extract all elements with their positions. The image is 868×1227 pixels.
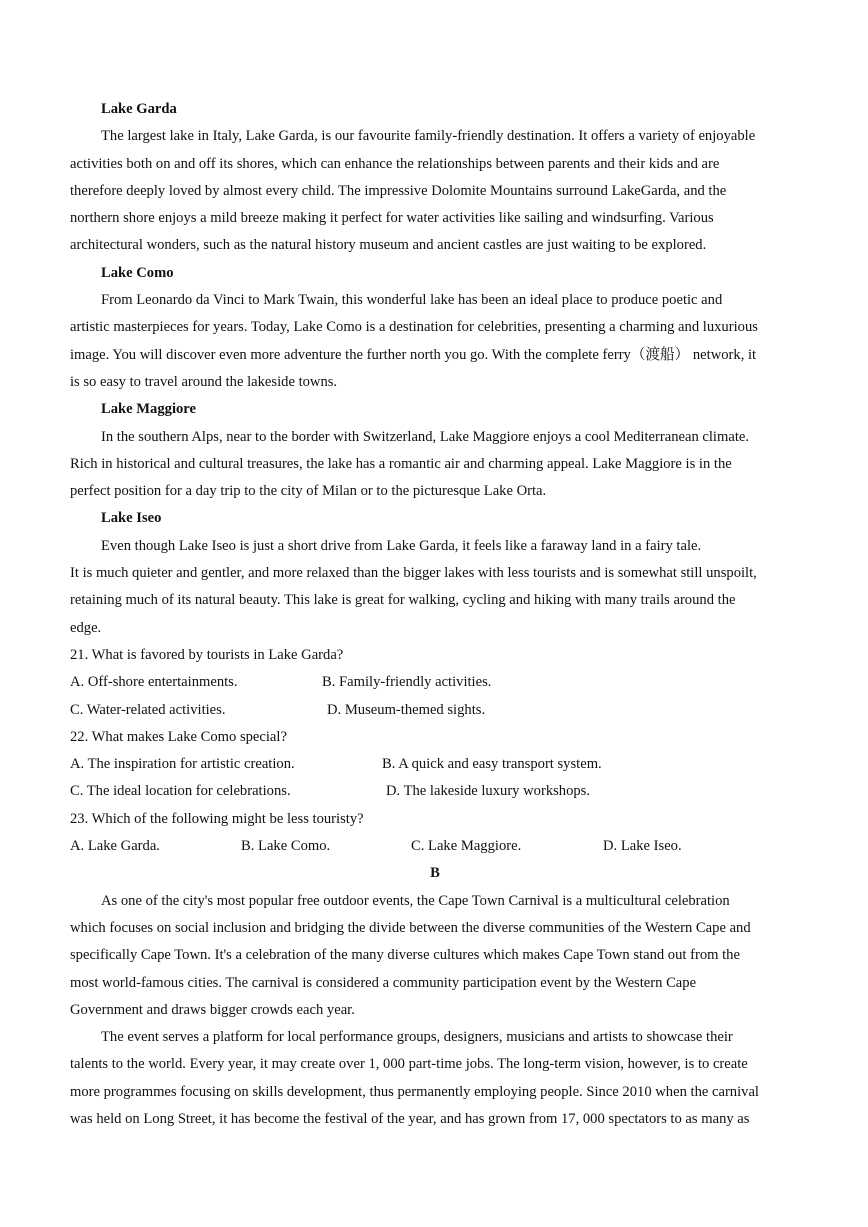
option-row — [70, 833, 800, 860]
paragraph-line: northern shore enjoys a mild breeze making it perfect for water activities like sailing and windsurfing. Various — [70, 210, 714, 227]
option-22-a: A. The inspiration for artistic creation. — [70, 756, 295, 773]
option-21-c: C. Water-related activities. — [70, 701, 226, 718]
option-23-b: B. Lake Como. — [241, 838, 331, 855]
paragraph-line: The event serves a platform for local performance groups, designers, musicians and artists to showcase their — [101, 1029, 733, 1046]
paragraph-line: From Leonardo da Vinci to Mark Twain, this wonderful lake has been an ideal place to produce poetic and — [101, 292, 723, 309]
paragraph-line: The largest lake in Italy, Lake Garda, is our favourite family-friendly destination. It offers a variety of enjoyable — [101, 128, 756, 145]
section-heading-lake-iseo: Lake Iseo — [101, 510, 162, 527]
option-row — [70, 751, 800, 778]
paragraph-line: was held on Long Street, it has become the festival of the year, and has grown from 17, 000 spectators to as many as — [70, 1110, 750, 1127]
paragraph-line: which focuses on social inclusion and bridging the divide between the diverse communities of the Western Cape and — [70, 919, 751, 936]
paragraph-line: talents to the world. Every year, it may create over 1, 000 part-time jobs. The long-term vision, however, is to create — [70, 1056, 748, 1073]
paragraph-line: As one of the city's most popular free outdoor events, the Cape Town Carnival is a multicultural celebration — [101, 892, 730, 909]
document-content — [70, 96, 800, 1133]
option-row — [70, 669, 800, 696]
option-22-c: C. The ideal location for celebrations. — [70, 783, 291, 800]
option-22-b: B. A quick and easy transport system. — [382, 756, 602, 773]
option-21-d: D. Museum-themed sights. — [327, 701, 486, 718]
paragraph-line: It is much quieter and gentler, and more relaxed than the bigger lakes with less tourists and is somewhat still unspoilt, — [70, 565, 757, 582]
paragraph-line: therefore deeply loved by almost every child. The impressive Dolomite Mountains surround LakeGarda, and the — [70, 182, 727, 199]
paragraph-line: specifically Cape Town. It's a celebration of the many diverse cultures which makes Cape Town stand out from the — [70, 947, 740, 964]
option-row — [70, 697, 800, 724]
paragraph-line: more programmes focusing on skills development, thus permanently employing people. Since 2010 when the carnival — [70, 1083, 759, 1100]
paragraph-line: artistic masterpieces for years. Today, Lake Como is a destination for celebrities, presenting a charming and luxurious — [70, 319, 758, 336]
section-heading-lake-garda: Lake Garda — [101, 101, 177, 117]
paragraph-line: image. You will discover even more adventure the further north you go. With the complete ferry（渡船） network, it — [70, 346, 757, 363]
paragraph-line: In the southern Alps, near to the border with Switzerland, Lake Maggiore enjoys a cool Mediterranean climate. — [101, 428, 749, 445]
question-stem-21: 21. What is favored by tourists in Lake Garda? — [70, 646, 344, 663]
paragraph-line: most world-famous cities. The carnival is considered a community participation event by the Western Cape — [70, 974, 697, 991]
section-heading-lake-maggiore: Lake Maggiore — [101, 401, 196, 418]
paragraph-line: architectural wonders, such as the natural history museum and ancient castles are just waiting to be explored. — [70, 237, 707, 254]
paragraph-line: is so easy to travel around the lakeside towns. — [70, 373, 338, 390]
option-22-d: D. The lakeside luxury workshops. — [386, 783, 591, 800]
passage-label: B — [430, 865, 440, 882]
question-stem-23: 23. Which of the following might be less touristy? — [70, 810, 364, 827]
option-21-a: A. Off-shore entertainments. — [70, 674, 238, 691]
option-23-d: D. Lake Iseo. — [603, 838, 682, 855]
paragraph-line: Even though Lake Iseo is just a short drive from Lake Garda, it feels like a faraway land in a fairy tale. — [101, 537, 702, 554]
option-23-c: C. Lake Maggiore. — [411, 838, 522, 855]
option-23-a: A. Lake Garda. — [70, 838, 160, 855]
paragraph-line: edge. — [70, 619, 102, 636]
section-heading-lake-como: Lake Como — [101, 264, 174, 281]
paragraph-line: retaining much of its natural beauty. This lake is great for walking, cycling and hiking with many trails around the — [70, 592, 736, 609]
question-stem-22: 22. What makes Lake Como special? — [70, 728, 287, 745]
paragraph-line: activities both on and off its shores, which can enhance the relationships between parents and their kids and are — [70, 155, 720, 172]
paragraph-line: Rich in historical and cultural treasures, the lake has a romantic air and charming appeal. Lake Maggiore is in the — [70, 455, 732, 472]
paragraph-line: Government and draws bigger crowds each year. — [70, 1001, 355, 1018]
option-row — [70, 778, 800, 805]
option-21-b: B. Family-friendly activities. — [322, 674, 492, 691]
paragraph-line: perfect position for a day trip to the city of Milan or to the picturesque Lake Orta. — [70, 483, 547, 500]
